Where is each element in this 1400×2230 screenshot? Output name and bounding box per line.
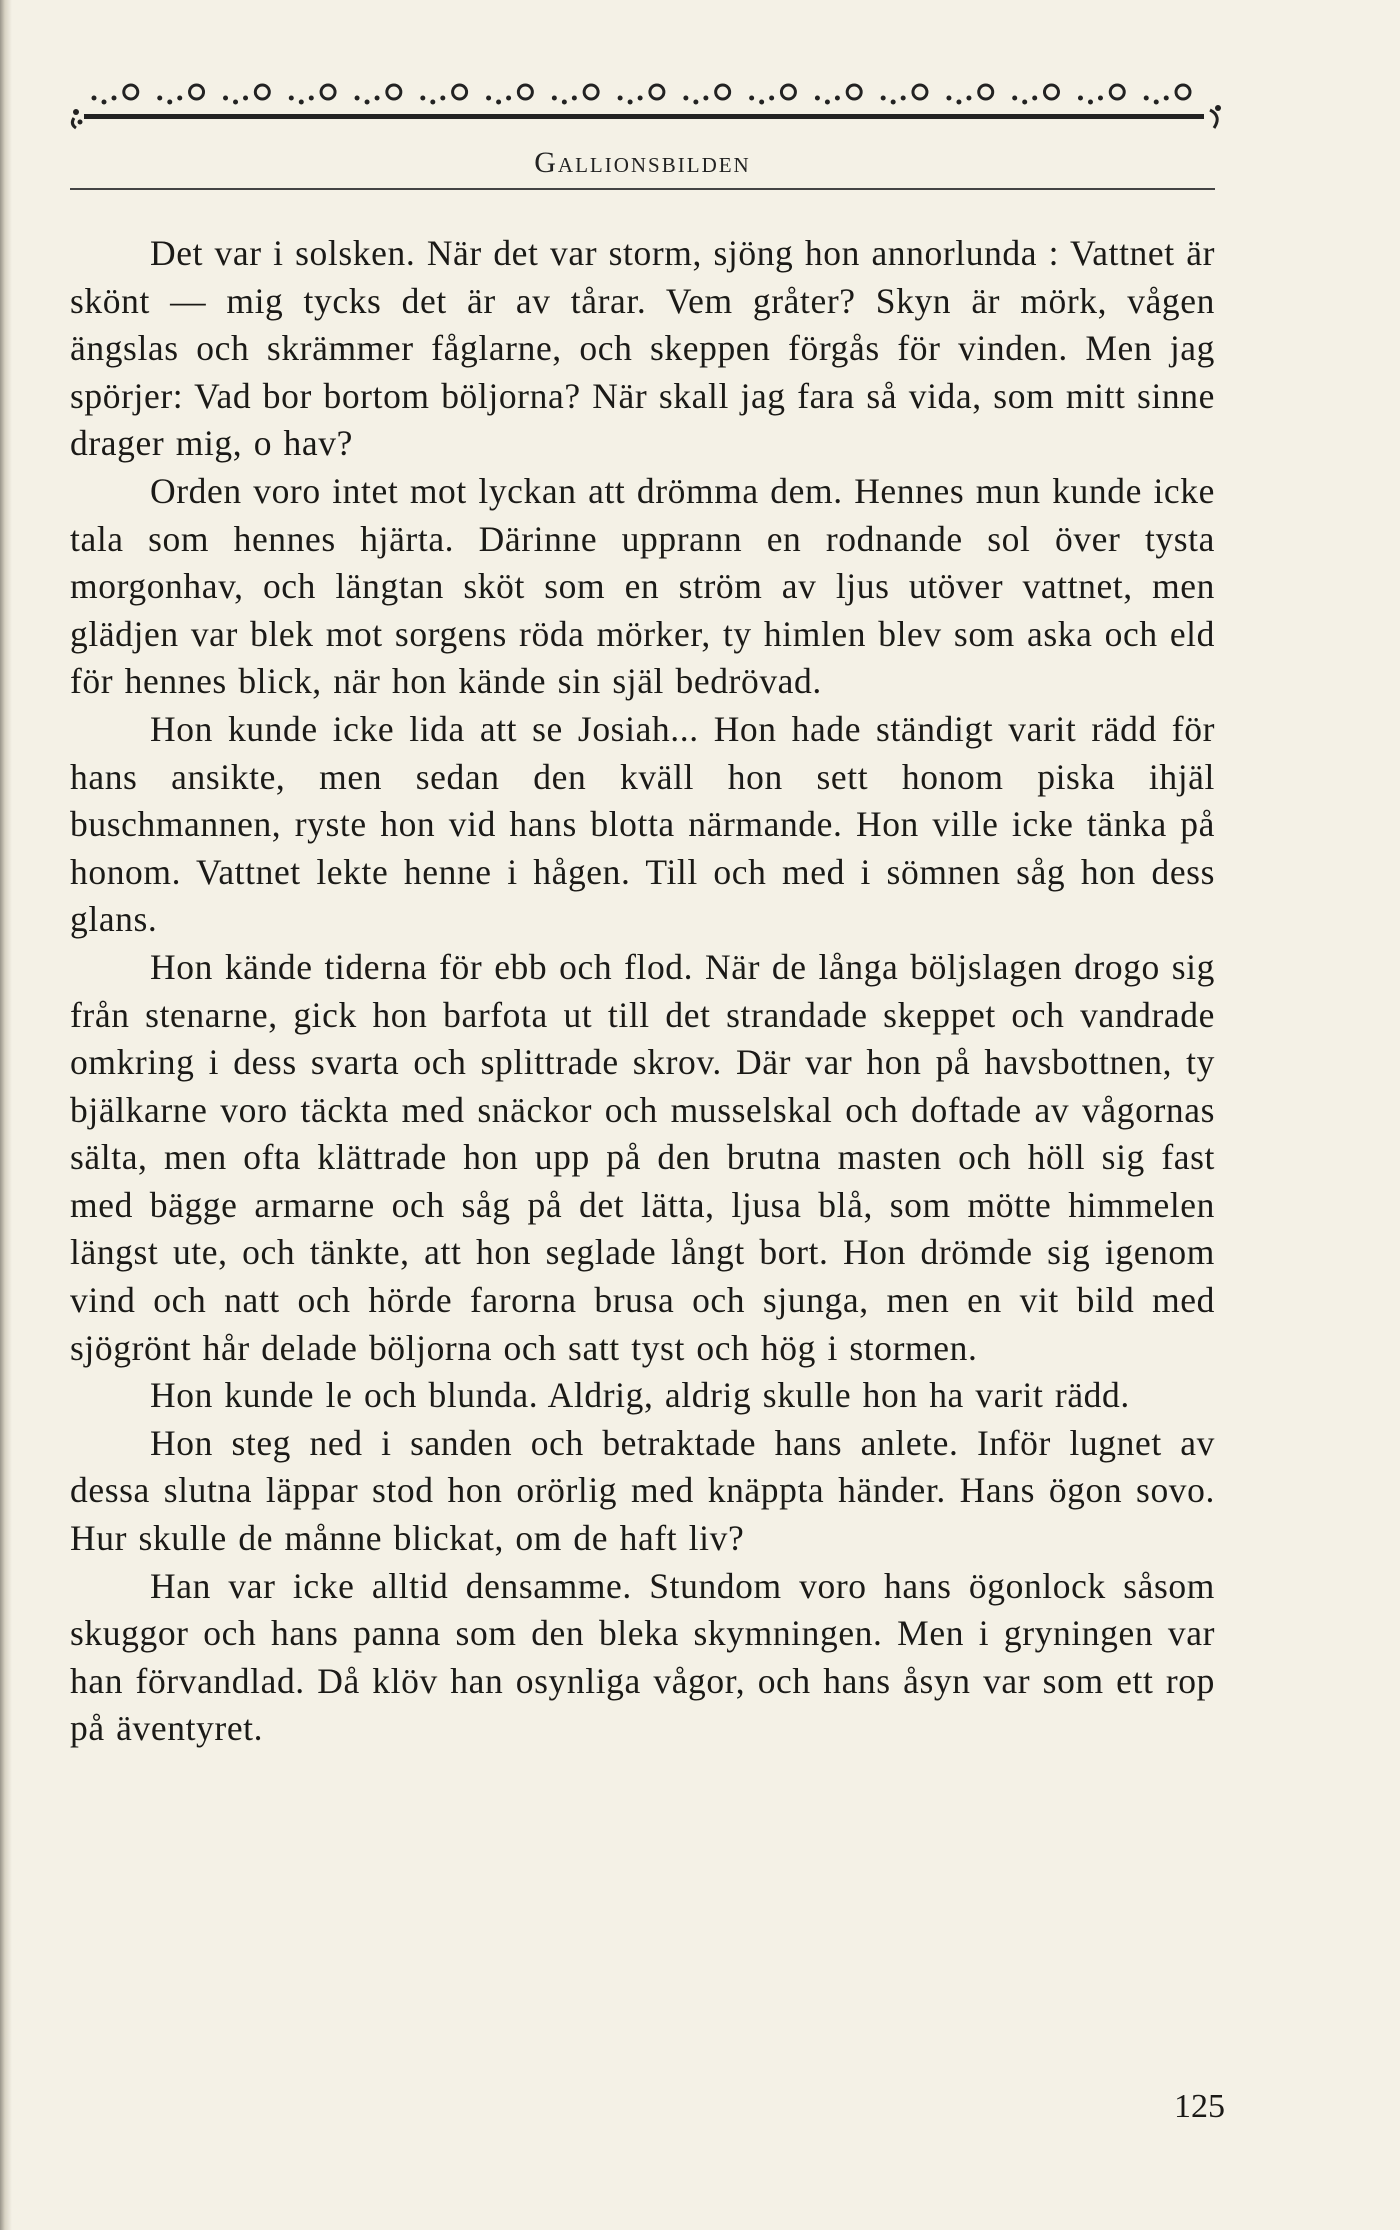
body-text <box>70 230 1215 1753</box>
ornamental-header-border <box>70 72 1230 130</box>
paragraph: Hon kunde le och blunda. Aldrig, aldrig skulle hon ha varit rädd. <box>150 1375 1130 1416</box>
paragraph: Han var icke alltid densamme. Stundom voro hans ögonlock såsom skuggor och hans panna som den bleka skymningen. Men i gryningen var han förvandlad. Då klöv han osynliga vågor, och hans åsyn var som ett rop på äventyret. <box>70 1565 1215 1749</box>
paragraph: Hon steg ned i sanden och betraktade hans anlete. Inför lugnet av dessa slutna läppar stod hon orörlig med knäppta händer. Hans ögon sovo. Hur skulle de månne blickat, om de haft liv? <box>70 1422 1215 1559</box>
page-number: 125 <box>1174 2088 1225 2125</box>
head-rule <box>70 188 1215 190</box>
binding-edge <box>0 0 12 2230</box>
paragraph: Det var i solsken. När det var storm, sjöng hon annorlunda : Vattnet är skönt — mig tycks det är av tårar. Vem gråter? Skyn är mörk, vågen ängslas och skrämmer fåglarne, och skeppen förgås för vinden. Men jag spörjer: Vad bor bortom böljorna? När skall jag fara så vida, som mitt sinne drager mig, o hav? <box>70 233 1215 464</box>
paragraph: Orden voro intet mot lyckan att drömma dem. Hennes mun kunde icke tala som hennes hjärta. Därinne upprann en rodnande sol över tysta morgonhav, och längtan sköt som en ström av ljus utöver vattnet, men glädjen var blek mot sorgens röda mörker, ty himlen blev som aska och eld för hennes blick, när hon kände sin själ bedrövad. <box>70 470 1215 702</box>
paragraph: Hon kände tiderna för ebb och flod. När de långa böljslagen drogo sig från stenarne, gick hon barfota ut till det strandade skeppet och vandrade omkring i dess svarta och splittrade skrov. Där var hon på havsbottnen, ty bjälkarne voro täckta med snäckor och musselskal och doftade av vågornas sälta, men ofta klättrade hon upp på den brutna masten och höll sig fast med bägge armarne och såg på det lätta, ljusa blå, som mötte himmelen längst ute, och tänkte, att hon seglade långt bort. Hon drömde sig igenom vind och natt och hörde farorna brusa och sjunga, men en vit bild med sjögrönt hår delade böljorna och satt tyst och hög i stormen. <box>70 946 1215 1368</box>
book-page <box>70 0 1225 2230</box>
running-head: Gallionsbilden <box>534 146 751 179</box>
paragraph: Hon kunde icke lida att se Josiah... Hon hade ständigt varit rädd för hans ansikte, men sedan den kväll hon sett honom piska ihjäl buschmannen, ryste hon vid hans blotta närmande. Hon ville icke tänka på honom. Vattnet lekte henne i hågen. Till och med i sömnen såg hon dess glans. <box>70 708 1215 940</box>
